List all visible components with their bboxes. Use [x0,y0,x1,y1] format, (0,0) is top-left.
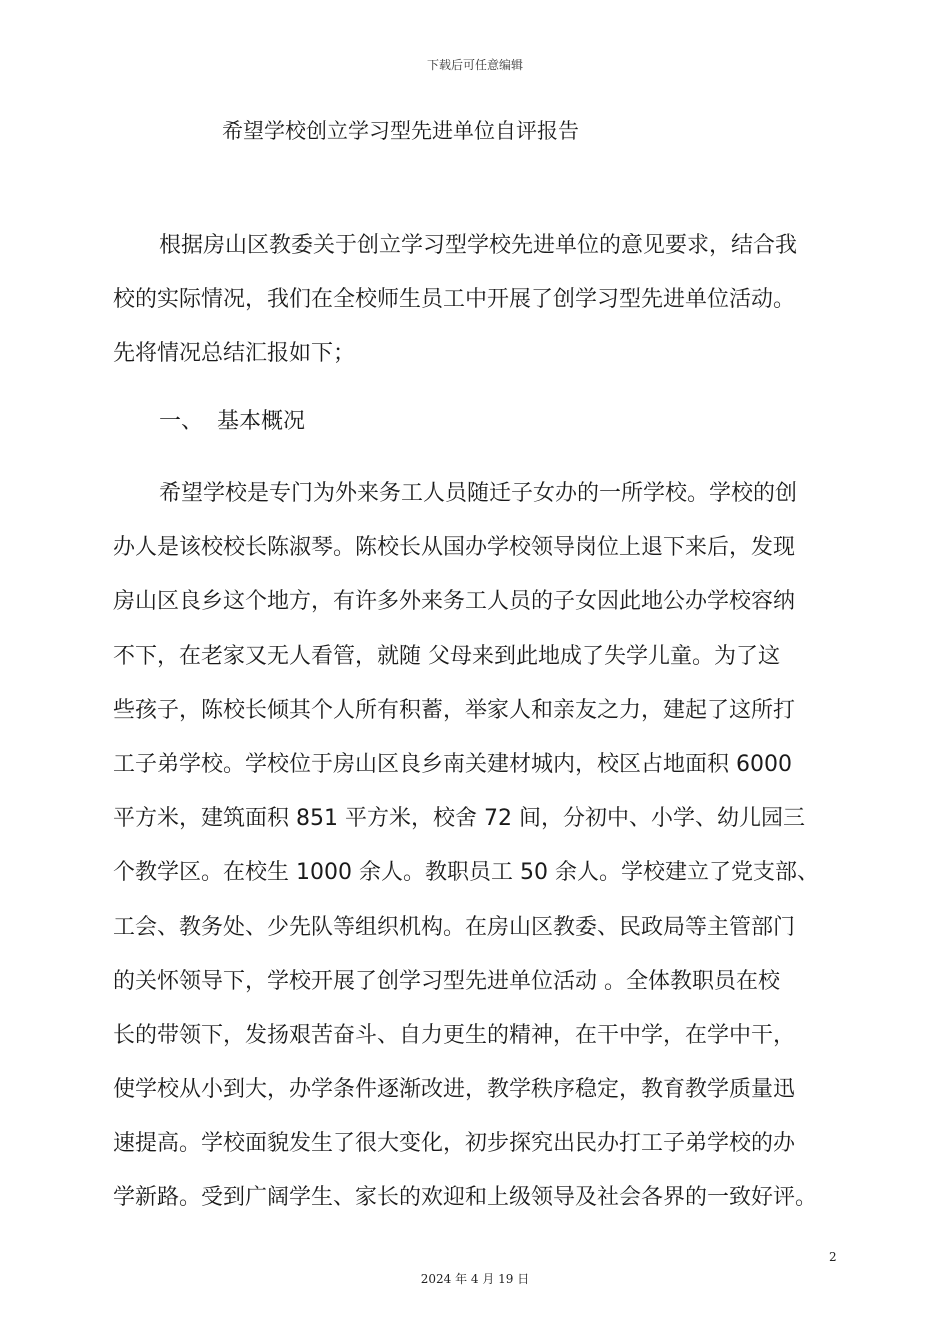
paragraph-line: 长的带领下，发扬艰苦奋斗、自力更生的精神，在干中学，在学中干， [113,1022,796,1048]
paragraph-line: 个教学区。在校生 1000 余人。教职员工 50 余人。学校建立了党支部、 [113,860,819,886]
header-note: 下载后可任意编辑 [426,58,523,72]
paragraph-line: 校的实际情况，我们在全校师生员工中开展了创学习型先进单位活动。 [113,287,796,313]
footer-date: 2024 年 4 月 19 日 [420,1272,530,1286]
paragraph-line: 房山区良乡这个地方，有许多外来务工人员的子女因此地公办学校容纳 [113,589,796,615]
paragraph-line: 使学校从小到大，办学条件逐渐改进，教学秩序稳定，教育教学质量迅 [113,1077,796,1103]
section-number: 一、 [159,409,204,434]
paragraph-line: 些孩子，陈校长倾其个人所有积蓄，举家人和亲友之力，建起了这所打 [113,697,796,723]
paragraph-line: 学新路。受到广阔学生、家长的欢迎和上级领导及社会各界的一致好评。 [113,1185,818,1211]
paragraph-line: 希望学校是专门为外来务工人员随迁子女办的一所学校。学校的创 [159,481,798,506]
page-number: 2 [829,1250,837,1264]
paragraph-line: 办人是该校校长陈淑琴。陈校长从国办学校领导岗位上退下来后，发现 [113,535,796,561]
section-title: 基本概况 [217,409,306,434]
paragraph-line: 先将情况总结汇报如下； [113,341,356,367]
document-title: 希望学校创立学习型先进单位自评报告 [222,119,579,143]
paragraph-line: 的关怀领导下，学校开展了创学习型先进单位活动 。全体教职员在校 [113,968,780,994]
paragraph-line: 工会、教务处、少先队等组织机构。在房山区教委、民政局等主管部门 [113,914,796,940]
paragraph-line: 不下，在老家又无人看管，就随 父母来到此地成了失学儿童。为了这 [113,643,780,669]
paragraph-line: 工子弟学校。学校位于房山区良乡南关建材城内，校区占地面积 6000 [113,751,792,777]
section-heading [159,402,305,442]
overview-paragraph [113,467,849,1226]
paragraph-line: 速提高。学校面貌发生了很大变化，初步探究出民办打工子弟学校的办 [113,1131,796,1157]
intro-paragraph [113,219,849,382]
paragraph-line: 平方米，建筑面积 851 平方米，校舍 72 间，分初中、小学、幼儿园三 [113,806,805,832]
paragraph-line: 根据房山区教委关于创立学习型学校先进单位的意见要求，结合我 [159,233,798,258]
